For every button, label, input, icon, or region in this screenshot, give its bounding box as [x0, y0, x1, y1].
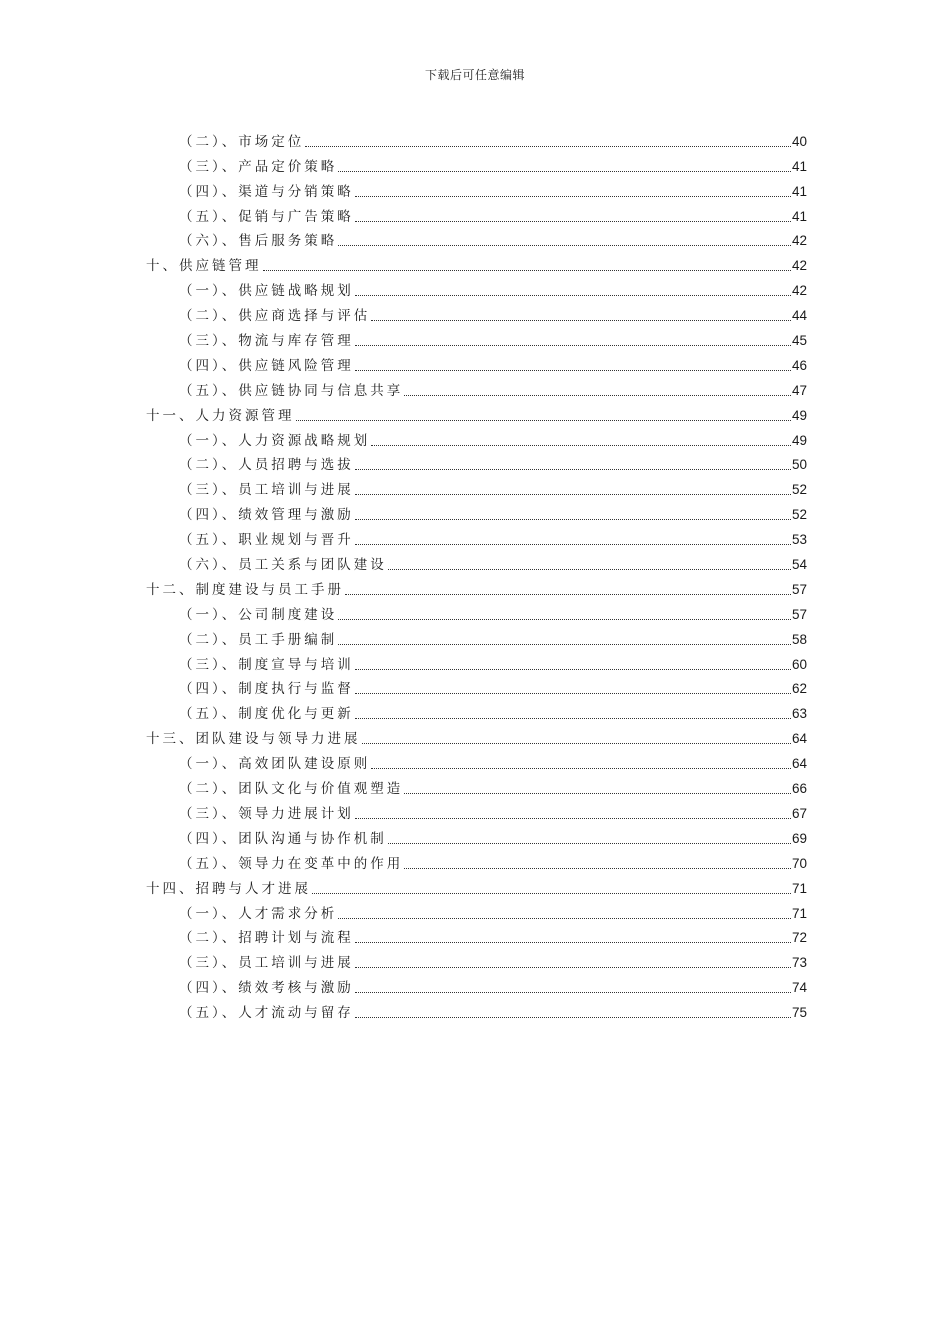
toc-section-entry[interactable] [0, 226, 807, 251]
toc-entry-title: （二）、团队文化与价值观塑造 [179, 781, 404, 798]
toc-page-number: 71 [791, 880, 807, 896]
toc-page-number: 46 [791, 357, 807, 373]
toc-dot-leader [338, 619, 791, 620]
toc-entry-title: （五）、领导力在变革中的作用 [179, 855, 404, 872]
toc-entry-title: 十四、招聘与人才进展 [146, 880, 311, 897]
toc-page-number: 58 [791, 631, 807, 647]
toc-dot-leader [388, 569, 791, 570]
toc-page-number: 60 [791, 656, 807, 672]
toc-page-number: 72 [791, 930, 807, 946]
toc-page-number: 41 [791, 158, 807, 174]
toc-chapter-entry[interactable] [0, 574, 807, 599]
toc-dot-leader [404, 868, 791, 869]
toc-dot-leader [338, 245, 791, 246]
toc-page-number: 52 [791, 482, 807, 498]
toc-section-entry[interactable] [0, 798, 807, 823]
toc-dot-leader [338, 171, 791, 172]
toc-dot-leader [404, 395, 791, 396]
toc-dot-leader [263, 270, 791, 271]
toc-dot-leader [371, 320, 791, 321]
toc-dot-leader [355, 221, 791, 222]
toc-entry-title: （三）、制度宣导与培训 [179, 656, 354, 673]
page-header: 下载后可任意编辑 [424, 68, 525, 82]
toc-page-number: 66 [791, 781, 807, 797]
toc-section-entry[interactable] [0, 972, 807, 997]
toc-section-entry[interactable] [0, 923, 807, 948]
toc-dot-leader [371, 768, 791, 769]
toc-dot-leader [355, 1017, 791, 1018]
toc-entry-title: （四）、制度执行与监督 [179, 681, 354, 698]
toc-entry-title: （二）、供应商选择与评估 [179, 308, 371, 325]
toc-page-number: 70 [791, 855, 807, 871]
toc-page-number: 74 [791, 980, 807, 996]
toc-entry-title: 十二、制度建设与员工手册 [146, 581, 344, 598]
toc-section-entry[interactable] [0, 624, 807, 649]
toc-chapter-entry[interactable] [0, 723, 807, 748]
toc-page-number: 62 [791, 681, 807, 697]
toc-page-number: 67 [791, 805, 807, 821]
toc-section-entry[interactable] [0, 325, 807, 350]
toc-entry-title: （一）、供应链战略规划 [179, 283, 354, 300]
toc-dot-leader [355, 469, 791, 470]
toc-page-number: 53 [791, 532, 807, 548]
toc-entry-title: （四）、绩效管理与激励 [179, 507, 354, 524]
toc-section-entry[interactable] [0, 151, 807, 176]
toc-dot-leader [388, 843, 791, 844]
toc-section-entry[interactable] [0, 375, 807, 400]
toc-dot-leader [355, 718, 791, 719]
toc-entry-title: 十、供应链管理 [146, 258, 262, 275]
toc-entry-title: （一）、高效团队建设原则 [179, 756, 371, 773]
toc-entry-title: （三）、物流与库存管理 [179, 333, 354, 350]
toc-chapter-entry[interactable] [0, 400, 807, 425]
toc-dot-leader [338, 918, 791, 919]
toc-page-number: 57 [791, 581, 807, 597]
toc-page-number: 75 [791, 1005, 807, 1021]
toc-page-number: 44 [791, 308, 807, 324]
toc-dot-leader [355, 345, 791, 346]
toc-section-entry[interactable] [0, 599, 807, 624]
toc-dot-leader [355, 693, 791, 694]
toc-page-number: 69 [791, 830, 807, 846]
toc-page-number: 64 [791, 731, 807, 747]
toc-page-number: 42 [791, 233, 807, 249]
toc-entry-title: （三）、员工培训与进展 [179, 482, 354, 499]
toc-entry-title: （三）、员工培训与进展 [179, 955, 354, 972]
toc-chapter-entry[interactable] [0, 250, 807, 275]
toc-page-number: 71 [791, 905, 807, 921]
toc-entry-title: （二）、招聘计划与流程 [179, 930, 354, 947]
toc-entry-title: （三）、领导力进展计划 [179, 805, 354, 822]
toc-page-number: 42 [791, 258, 807, 274]
toc-dot-leader [345, 594, 791, 595]
toc-dot-leader [355, 992, 791, 993]
toc-entry-title: （二）、市场定位 [179, 133, 305, 150]
toc-section-entry[interactable] [0, 201, 807, 226]
toc-page-number: 49 [791, 432, 807, 448]
toc-section-entry[interactable] [0, 300, 807, 325]
toc-dot-leader [362, 743, 791, 744]
toc-section-entry[interactable] [0, 499, 807, 524]
toc-entry-title: （五）、促销与广告策略 [179, 208, 354, 225]
toc-dot-leader [355, 544, 791, 545]
toc-entry-title: （一）、人才需求分析 [179, 905, 338, 922]
toc-dot-leader [296, 420, 791, 421]
toc-entry-title: （四）、团队沟通与协作机制 [179, 830, 387, 847]
toc-dot-leader [404, 793, 791, 794]
toc-page-number: 49 [791, 407, 807, 423]
toc-dot-leader [338, 644, 791, 645]
toc-section-entry[interactable] [0, 898, 807, 923]
toc-entry-title: （四）、渠道与分销策略 [179, 183, 354, 200]
toc-dot-leader [355, 669, 791, 670]
toc-entry-title: （二）、人员招聘与选拔 [179, 457, 354, 474]
toc-page-number: 40 [791, 133, 807, 149]
toc-dot-leader [355, 295, 791, 296]
toc-section-entry[interactable] [0, 474, 807, 499]
toc-page-number: 42 [791, 283, 807, 299]
toc-page-number: 45 [791, 333, 807, 349]
toc-entry-title: 十一、人力资源管理 [146, 407, 295, 424]
toc-section-entry[interactable] [0, 947, 807, 972]
toc-entry-title: （三）、产品定价策略 [179, 158, 338, 175]
toc-dot-leader [355, 818, 791, 819]
toc-dot-leader [355, 494, 791, 495]
toc-entry-title: （五）、职业规划与晋升 [179, 532, 354, 549]
toc-entry-title: （一）、公司制度建设 [179, 606, 338, 623]
toc-page-number: 64 [791, 756, 807, 772]
toc-dot-leader [355, 942, 791, 943]
toc-entry-title: （四）、绩效考核与激励 [179, 980, 354, 997]
toc-section-entry[interactable] [0, 450, 807, 475]
toc-entry-title: （六）、售后服务策略 [179, 233, 338, 250]
toc-dot-leader [355, 196, 791, 197]
toc-page-number: 52 [791, 507, 807, 523]
toc-section-entry[interactable] [0, 649, 807, 674]
toc-section-entry[interactable] [0, 549, 807, 574]
toc-entry-title: （五）、人才流动与留存 [179, 1005, 354, 1022]
toc-page-number: 57 [791, 606, 807, 622]
toc-dot-leader [355, 519, 791, 520]
toc-section-entry[interactable] [0, 674, 807, 699]
toc-entry-title: （六）、员工关系与团队建设 [179, 557, 387, 574]
toc-section-entry[interactable] [0, 698, 807, 723]
toc-section-entry[interactable] [0, 848, 807, 873]
toc-section-entry[interactable] [0, 350, 807, 375]
toc-dot-leader [355, 967, 791, 968]
toc-chapter-entry[interactable] [0, 873, 807, 898]
toc-section-entry[interactable] [0, 176, 807, 201]
toc-entry-title: （一）、人力资源战略规划 [179, 432, 371, 449]
toc-entry-title: （五）、制度优化与更新 [179, 706, 354, 723]
toc-dot-leader [305, 146, 791, 147]
toc-page-number: 54 [791, 557, 807, 573]
toc-section-entry[interactable] [0, 997, 807, 1022]
toc-page-number: 73 [791, 955, 807, 971]
toc-entry-title: （四）、供应链风险管理 [179, 357, 354, 374]
toc-page-number: 41 [791, 183, 807, 199]
toc-page-number: 63 [791, 706, 807, 722]
toc-page-number: 50 [791, 457, 807, 473]
toc-section-entry[interactable] [0, 126, 807, 151]
table-of-contents [0, 126, 950, 1022]
toc-section-entry[interactable] [0, 748, 807, 773]
toc-section-entry[interactable] [0, 275, 807, 300]
toc-page-number: 41 [791, 208, 807, 224]
toc-entry-title: （五）、供应链协同与信息共享 [179, 382, 404, 399]
toc-entry-title: 十三、团队建设与领导力进展 [146, 731, 361, 748]
toc-section-entry[interactable] [0, 823, 807, 848]
toc-dot-leader [355, 370, 791, 371]
toc-section-entry[interactable] [0, 524, 807, 549]
toc-dot-leader [312, 893, 791, 894]
toc-section-entry[interactable] [0, 773, 807, 798]
toc-page-number: 47 [791, 382, 807, 398]
toc-dot-leader [371, 445, 791, 446]
toc-entry-title: （二）、员工手册编制 [179, 631, 338, 648]
toc-section-entry[interactable] [0, 425, 807, 450]
